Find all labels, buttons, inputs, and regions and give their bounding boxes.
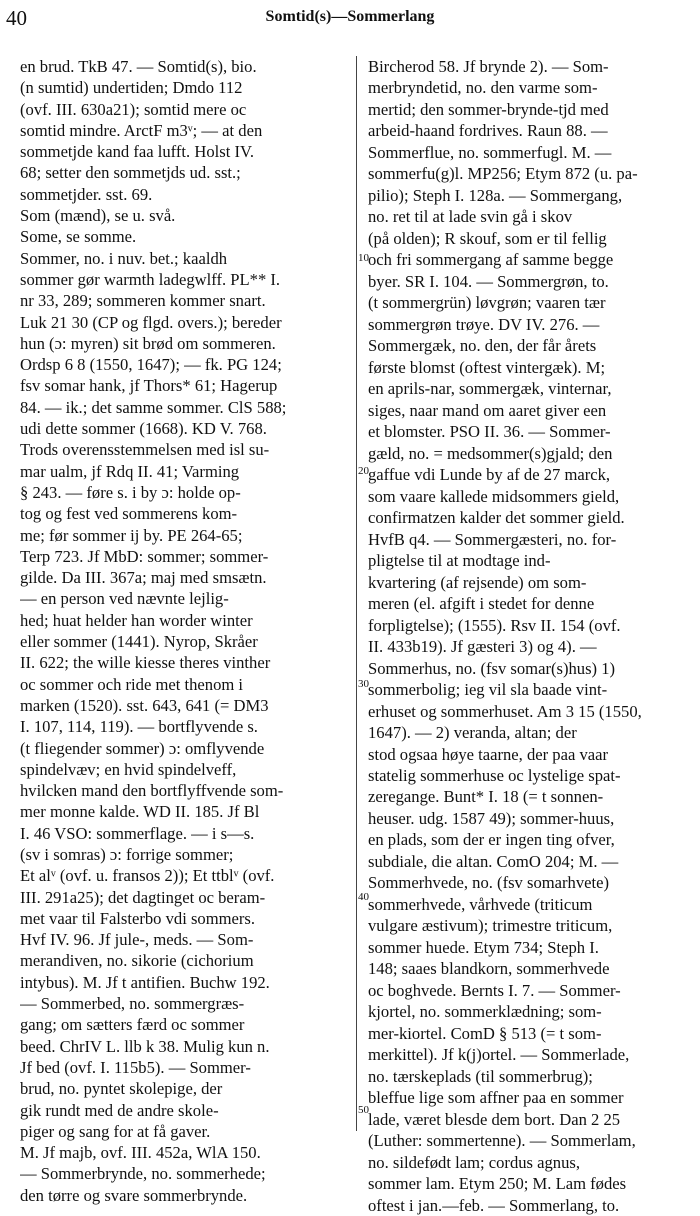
text-line: II. 433b19). Jf gæsteri 3) og 4). — (368, 637, 597, 657)
text-line: — Sommerbrynde, no. sommerhede; (20, 1164, 266, 1184)
text-line: (Luther: sommertenne). — Sommerlam, (368, 1131, 636, 1151)
text-line: oc boghvede. Bernts I. 7. — Sommer- (368, 980, 621, 1000)
text-line: no. tærskeplads (til sommerbrug); (368, 1066, 593, 1086)
text-line: intybus). M. Jf t antifien. Buchw 192. (20, 972, 270, 992)
left-column (20, 56, 342, 1206)
text-line: udi dette sommer (1668). KD V. 768. (20, 419, 267, 439)
text-line: fsv somar hank, jf Thors* 61; Hagerup (20, 376, 278, 396)
text-line: (sv i somras) ɔ: forrige sommer; (20, 844, 234, 864)
line-number: 10 (358, 251, 369, 264)
text-line: zeregange. Bunt* I. 18 (= t sonnen- (368, 787, 604, 807)
text-line: hed; huat helder han worder winter (20, 610, 253, 630)
text-line: no. ret til at lade svin gå i skov (368, 207, 573, 227)
text-line: stod ogsaa høye taarne, der paa vaar (368, 744, 609, 764)
text-line: en plads, som der er ingen ting ofver, (368, 830, 615, 850)
text-line: I. 46 VSO: sommerflage. — i s—s. (20, 823, 255, 843)
text-line: byer. SR I. 104. — Sommergrøn, to. (368, 271, 609, 291)
text-line: merandiven, no. sikorie (cichorium (20, 951, 254, 971)
line-number: 50 (358, 1103, 369, 1116)
text-line: 1647). — 2) veranda, altan; der (368, 723, 577, 743)
page-number: 40 (6, 6, 27, 30)
text-line: no. sildefødt lam; cordus agnus, (368, 1152, 580, 1172)
text-line: Bircherod 58. Jf brynde 2). — Som- (368, 57, 609, 76)
line-number-gutter (345, 56, 369, 1121)
text-line: hvilcken mand den bortflyffvende som- (20, 781, 284, 801)
text-line: heuser. udg. 1587 49); sommer-huus, (368, 808, 615, 828)
text-line: gang; om sætters færd oc sommer (20, 1015, 245, 1035)
text-line: § 243. — føre s. i by ɔ: holde op- (20, 482, 241, 502)
text-line: et blomster. PSO II. 36. — Sommer- (368, 422, 611, 442)
text-line: Ordsp 6 8 (1550, 1647); — fk. PG 124; (20, 355, 282, 375)
text-line: (t fliegender sommer) ɔ: omflyvende (20, 738, 265, 758)
text-line: tog og fest ved sommerens kom- (20, 504, 238, 524)
text-line: Som (mænd), se u. svå. (20, 206, 176, 226)
text-line: somtid mindre. ArctF m3ᵛ; — at den (20, 120, 263, 140)
text-line: merbryndetid, no. den varme som- (368, 78, 598, 98)
right-column (368, 56, 695, 1216)
text-line: Trods overensstemmelsen med isl su- (20, 440, 270, 460)
text-line: 84. — ik.; det samme sommer. ClS 588; (20, 397, 287, 417)
text-line: forpligtelse); (1555). Rsv II. 154 (ovf. (368, 615, 621, 635)
text-line: Sommerhvede, no. (fsv somarhvete) (368, 873, 610, 893)
text-line: brud, no. pyntet skolepige, der (20, 1079, 223, 1099)
text-line: confirmatzen kalder det sommer gield. (368, 508, 625, 528)
text-line: arbeid-haand fordrives. Raun 88. — (368, 121, 608, 141)
text-line: merkittel). Jf k(j)ortel. — Sommerlade, (368, 1045, 630, 1065)
text-line: (på olden); R skouf, som er til fellig (368, 228, 607, 248)
text-line: — en person ved nævnte lejlig- (20, 589, 229, 609)
line-number: 40 (358, 890, 369, 903)
text-line: Sommerhus, no. (fsv somar(s)hus) 1) (368, 658, 616, 678)
text-line: M. Jf majb, ovf. III. 452a, WlA 150. (20, 1143, 261, 1163)
text-line: den tørre og svare sommerbrynde. (20, 1185, 248, 1205)
text-line: gaffue vdi Lunde by af de 27 marck, (368, 465, 611, 485)
text-line: gæld, no. = medsommer(s)gjald; den (368, 443, 613, 463)
text-line: mer-kiortel. ComD § 513 (= t som- (368, 1023, 602, 1043)
text-line: eller sommer (1441). Nyrop, Skråer (20, 632, 258, 652)
page-header (0, 0, 700, 44)
text-line: spindelvæv; en hvid spindelveff, (20, 759, 237, 779)
text-line: Sommer, no. i nuv. bet.; kaaldh (20, 248, 228, 268)
text-line: piger og sang for at få gaver. (20, 1121, 211, 1141)
line-number: 20 (358, 464, 369, 477)
text-line: en aprils-nar, sommergæk, vinternar, (368, 379, 612, 399)
running-head: Somtid(s)—Sommerlang (265, 8, 435, 25)
text-line: I. 107, 114, 119). — bortflyvende s. (20, 717, 258, 737)
line-number: 30 (358, 677, 369, 690)
text-line: sommer huede. Etym 734; Steph I. (368, 937, 599, 957)
text-line: sommerbolig; ieg vil sla baade vint- (368, 680, 608, 700)
text-line: nr 33, 289; sommeren kommer snart. (20, 291, 266, 311)
text-line: sommetjder. sst. 69. (20, 184, 153, 204)
text-line: HvfB q4. — Sommergæsteri, no. for- (368, 529, 617, 549)
text-line: Luk 21 30 (CP og flgd. overs.); bereder (20, 312, 282, 332)
text-line: — Sommerbed, no. sommergræs- (20, 994, 245, 1014)
text-line: som vaare kallede midsommers gield, (368, 486, 620, 506)
text-line: Et alᵛ (ovf. u. fransos 2)); Et ttblᵛ (ovf. (20, 866, 275, 886)
text-line: pligtelse til at modtage ind- (368, 551, 551, 571)
text-line: statelig sommerhuse oc lystelige spat- (368, 765, 621, 785)
text-line: Hvf IV. 96. Jf jule-, meds. — Som- (20, 930, 254, 950)
text-line: gilde. Da III. 367a; maj med smsætn. (20, 568, 267, 588)
text-line: oc sommer och ride met thenom i (20, 674, 244, 694)
text-line: II. 622; the wille kiesse theres vinther (20, 653, 271, 673)
text-line: och fri sommergang af samme begge (368, 250, 614, 270)
text-line: kjortel, no. sommerklædning; som- (368, 1002, 602, 1022)
text-line: hun (ɔ: myren) sit brød om sommeren. (20, 333, 276, 353)
text-line: siges, naar mand om aaret giver een (368, 400, 607, 420)
text-line: III. 291a25); det dagtinget oc beram- (20, 887, 266, 907)
text-line: første blomst (oftest vintergæk). M; (368, 357, 606, 377)
text-line: kvartering (af rejsende) om som- (368, 572, 587, 592)
text-line: Jf bed (ovf. I. 115b5). — Sommer- (20, 1057, 251, 1077)
text-line: (ovf. III. 630a21); somtid mere oc (20, 99, 247, 119)
text-line: sommetjde kand faa lufft. Holst IV. (20, 142, 254, 162)
text-line: lade, været blesde dem bort. Dan 2 25 (368, 1109, 621, 1129)
text-line: 68; setter den sommetjds ud. sst.; (20, 163, 241, 183)
text-line: sommer gør warmth ladegwlff. PL** I. (20, 269, 281, 289)
text-line: bleffue lige som affner paa en sommer (368, 1088, 624, 1108)
text-line: vulgare æstivum); trimestre triticum, (368, 916, 613, 936)
text-line: sommergrøn trøye. DV IV. 276. — (368, 314, 600, 334)
text-line: (n sumtid) undertiden; Dmdo 112 (20, 78, 243, 98)
text-line: (t sommergrün) løvgrøn; vaaren tær (368, 293, 606, 313)
text-line: Sommerflue, no. sommerfugl. M. — (368, 142, 612, 162)
text-line: met vaar til Falsterbo vdi sommers. (20, 908, 256, 928)
text-line: beed. ChrIV L. llb k 38. Mulig kun n. (20, 1036, 270, 1056)
text-line: erhuset og sommerhuset. Am 3 15 (1550, (368, 701, 642, 721)
text-line: en brud. TkB 47. — Somtid(s), bio. (20, 57, 257, 76)
text-line: meren (el. afgift i stedet for denne (368, 594, 595, 614)
text-line: me; før sommer ij by. PE 264-65; (20, 525, 243, 545)
text-line: 148; saaes blandkorn, sommerhvede (368, 959, 610, 979)
text-line: gik rundt med de andre skole- (20, 1100, 219, 1120)
text-line: Sommergæk, no. den, der får årets (368, 336, 597, 356)
text-line: pilio); Steph I. 128a. — Sommergang, (368, 185, 623, 205)
text-line: sommerfu(g)l. MP256; Etym 872 (u. pa- (368, 164, 638, 184)
text-line: sommerhvede, vårhvede (triticum (368, 894, 593, 914)
text-line: Terp 723. Jf MbD: sommer; sommer- (20, 546, 269, 566)
text-line: mar ualm, jf Rdq II. 41; Varming (20, 461, 240, 481)
text-line: marken (1520). sst. 643, 641 (= DM3 (20, 695, 269, 715)
text-line: mertid; den sommer-brynde-tjd med (368, 99, 609, 119)
text-line: oftest i jan.—feb. — Sommerlang, to. (368, 1195, 620, 1215)
text-line: subdiale, die altan. ComO 204; M. — (368, 851, 619, 871)
text-line: Some, se somme. (20, 227, 137, 247)
text-line: mer monne kalde. WD II. 185. Jf Bl (20, 802, 260, 822)
text-line: sommer lam. Etym 250; M. Lam fødes (368, 1174, 627, 1194)
